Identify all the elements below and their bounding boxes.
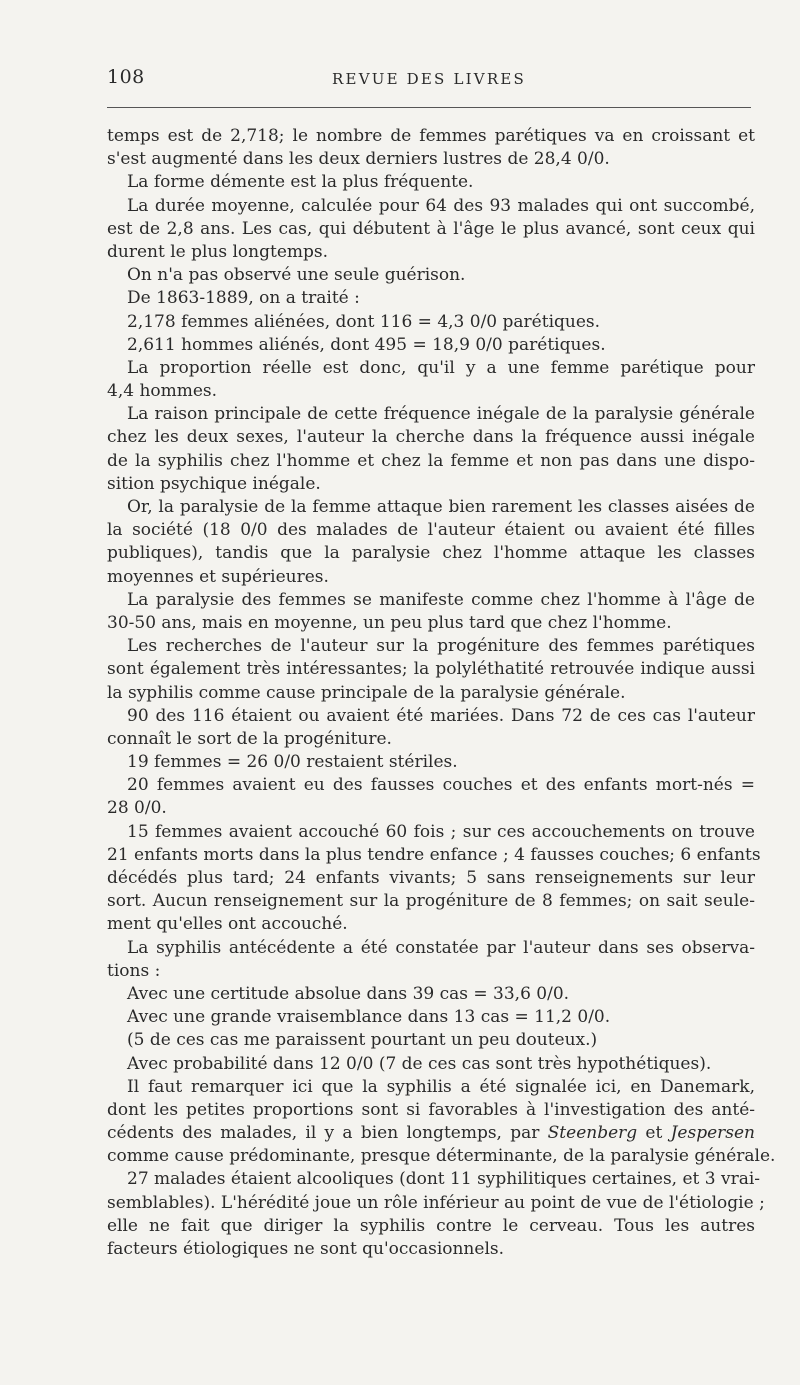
text-line: [107, 658, 755, 681]
text-line: [107, 1099, 755, 1122]
text-line: [107, 380, 755, 403]
text-line: [107, 867, 755, 890]
text-line: [107, 1122, 755, 1145]
text-line: [107, 797, 755, 820]
text-line-content: 2,611 hommes aliénés, dont 495 = 18,9 0/0 parétiques.: [127, 334, 606, 355]
text-line: [107, 1168, 761, 1191]
text-line-content: publiques), tandis que la paralysie chez l'homme attaque les classes: [107, 543, 755, 564]
text-line: [107, 751, 755, 774]
text-line: [107, 890, 755, 913]
text-line: [107, 1076, 755, 1099]
text-line-content: sition psychique inégale.: [107, 473, 321, 494]
text-line-content: La raison principale de cette fréquence inégale de la paralysie générale: [127, 404, 755, 425]
text-line-content: la société (18 0/0 des malades de l'auteur étaient ou avaient été filles: [107, 520, 755, 541]
text-line: [107, 821, 755, 844]
text-line: [107, 913, 755, 936]
text-line: [107, 357, 755, 380]
text-line-content: facteurs étiologiques ne sont qu'occasionnels.: [107, 1239, 505, 1259]
text-line: [107, 1029, 755, 1052]
text-line-content: 19 femmes = 26 0/0 restaient stériles.: [127, 752, 458, 773]
text-line: [107, 496, 755, 519]
text-line-content: comme cause prédominante, presque déterminante, de la paralysie générale.: [107, 1146, 776, 1167]
text-line-content: (5 de ces cas me paraissent pourtant un peu douteux.): [127, 1030, 598, 1051]
text-line-content: chez les deux sexes, l'auteur la cherche dans la fréquence aussi inégale: [107, 427, 755, 448]
text-line: [107, 125, 755, 148]
text-line: [107, 473, 755, 496]
text-line-content: ment qu'elles ont accouché.: [107, 914, 348, 935]
text-line-content: On n'a pas observé une seule guérison.: [127, 265, 466, 286]
text-line-content: La syphilis antécédente a été constatée par l'auteur dans ses observa-: [127, 937, 755, 958]
text-line-content: 90 des 116 étaient ou avaient été mariées. Dans 72 de ces cas l'auteur: [127, 705, 755, 726]
text-line: [107, 1215, 755, 1238]
text-line: [107, 682, 755, 705]
text-line-content: décédés plus tard; 24 enfants vivants; 5 sans renseignements sur leur: [107, 868, 755, 888]
text-line: [107, 148, 755, 171]
text-line: [107, 171, 755, 194]
text-line-content: elle ne fait que diriger la syphilis contre le cerveau. Tous les autres: [107, 1215, 755, 1236]
text-line-content: sort. Aucun renseignement sur la progéniture de 8 femmes; on sait seule-: [107, 891, 755, 912]
text-line-content: La durée moyenne, calculée pour 64 des 93 malades qui ont succombé,: [127, 195, 755, 216]
text-line-content: semblables). L'hérédité joue un rôle inférieur au point de vue de l'étiologie ;: [107, 1192, 765, 1213]
text-line: [107, 937, 755, 960]
text-line: [107, 195, 755, 218]
text-line: [107, 705, 755, 728]
text-line-content: connaît le sort de la progéniture.: [107, 728, 392, 749]
page-header: [107, 66, 751, 92]
text-line: [107, 287, 755, 310]
text-line-content: La paralysie des femmes se manifeste comme chez l'homme à l'âge de: [127, 589, 755, 610]
text-line-content: Les recherches de l'auteur sur la progéniture des femmes parétiques: [127, 636, 755, 657]
text-line: [107, 403, 755, 426]
text-line: [107, 728, 755, 751]
text-line-content: 27 malades étaient alcooliques (dont 11 syphilitiques certaines, et 3 vrai-: [127, 1169, 761, 1190]
text-line: [107, 1238, 755, 1261]
text-line: [107, 450, 755, 473]
text-line: [107, 844, 761, 867]
text-line-content: La proportion réelle est donc, qu'il y a une femme parétique pour: [127, 357, 755, 378]
text-line-content: dont les petites proportions sont si favorables à l'investigation des anté-: [107, 1099, 755, 1120]
text-line-content: Or, la paralysie de la femme attaque bien rarement les classes aisées de: [127, 497, 755, 517]
text-line-content: La forme démente est la plus fréquente.: [127, 172, 474, 193]
text-line-content: tions :: [107, 960, 161, 981]
text-line-content: 15 femmes avaient accouché 60 fois ; sur ces accouchements on trouve: [127, 821, 755, 842]
text-line-content: 2,178 femmes aliénées, dont 116 = 4,3 0/0 parétiques.: [127, 311, 601, 332]
text-line-content: Avec probabilité dans 12 0/0 (7 de ces cas sont très hypothétiques).: [127, 1053, 712, 1074]
text-line-content: la syphilis comme cause principale de la paralysie générale.: [107, 682, 626, 703]
text-line: [107, 960, 755, 983]
text-line-content: cédents des malades, il y a bien longtemps, par: [107, 1123, 548, 1144]
text-line: [107, 774, 755, 797]
text-line: [107, 1053, 755, 1076]
author-name: Jespersen: [670, 1123, 755, 1144]
text-line: [107, 218, 755, 241]
text-line: [107, 635, 755, 658]
text-line-content: durent le plus longtemps.: [107, 241, 329, 262]
text-line: [107, 241, 755, 264]
text-line-content: temps est de 2,718; le nombre de femmes parétiques va en croissant et: [107, 126, 755, 146]
text-line-content: est de 2,8 ans. Les cas, qui débutent à l'âge le plus avancé, sont ceux qui: [107, 218, 755, 239]
text-line-content: et: [637, 1123, 671, 1144]
text-line: [107, 1006, 755, 1029]
body-text: [107, 125, 776, 1261]
text-line: [107, 589, 755, 612]
text-line: [107, 519, 755, 542]
page-number: 108: [107, 66, 145, 88]
text-line-content: Avec une grande vraisemblance dans 13 cas = 11,2 0/0.: [127, 1007, 611, 1028]
text-line-content: moyennes et supérieures.: [107, 566, 329, 587]
text-line-content: 21 enfants morts dans la plus tendre enfance ; 4 fausses couches; 6 enfants: [107, 844, 761, 865]
text-line-content: de la syphilis chez l'homme et chez la femme et non pas dans une dispo-: [107, 450, 755, 471]
text-line: [107, 983, 755, 1006]
text-line-content: sont également très intéressantes; la polyléthatité retrouvée indique aussi: [107, 659, 755, 680]
text-line: [107, 542, 755, 565]
author-name: Steenberg: [547, 1123, 638, 1144]
text-line-content: 30-50 ans, mais en moyenne, un peu plus tard que chez l'homme.: [107, 612, 672, 633]
text-line-content: s'est augmenté dans les deux derniers lustres de 28,4 0/0.: [107, 149, 610, 170]
text-line-content: 20 femmes avaient eu des fausses couches et des enfants mort-nés =: [127, 775, 755, 796]
text-line: [107, 334, 755, 357]
text-line: [107, 426, 755, 449]
running-title: REVUE DES LIVRES: [332, 70, 526, 88]
text-line: [107, 1145, 776, 1168]
text-line: [107, 264, 755, 287]
text-line-content: 28 0/0.: [107, 798, 167, 819]
text-line-content: Il faut remarquer ici que la syphilis a été signalée ici, en Danemark,: [127, 1076, 755, 1097]
text-line-content: Avec une certitude absolue dans 39 cas = 33,6 0/0.: [127, 983, 570, 1004]
text-line: [107, 311, 755, 334]
text-line: [107, 612, 755, 635]
text-line-content: 4,4 hommes.: [107, 381, 218, 402]
text-line-content: De 1863-1889, on a traité :: [127, 288, 360, 309]
header-rule: [107, 107, 751, 108]
text-line: [107, 566, 755, 589]
text-line: [107, 1192, 765, 1215]
